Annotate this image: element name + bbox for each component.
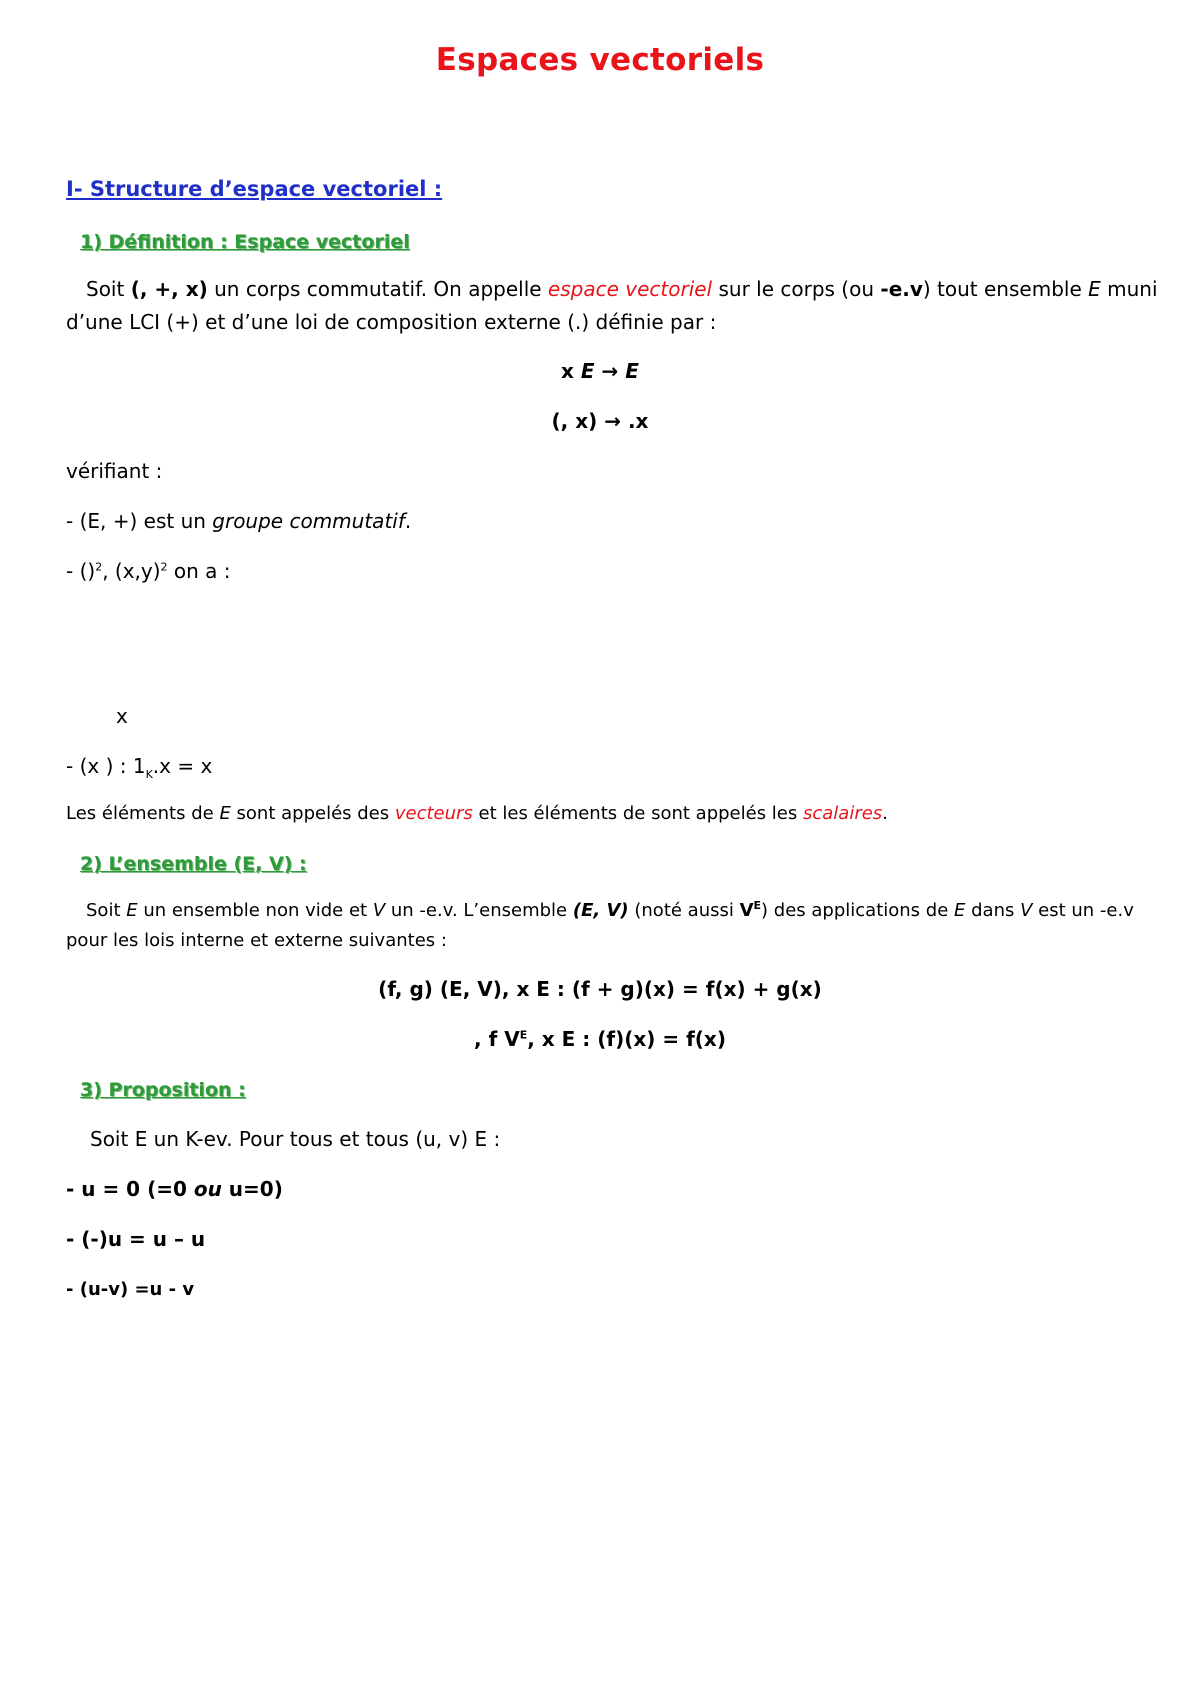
- axiom-fragment-x: x: [116, 704, 128, 728]
- axiom-group: - (E, +) est un groupe commutatif.: [66, 509, 412, 533]
- set-paragraph-line2: pour les lois interne et externe suivantes :: [66, 930, 447, 951]
- external-law-formula: , f $V^E$, x E : (f)(x) = f(x): [474, 1027, 726, 1051]
- external-law-signature: x E → E: [561, 359, 639, 383]
- internal-law-formula: (f, g) (E, V), x E : (f + g)(x) = f(x) + g(x): [378, 977, 822, 1001]
- subsection-heading-proposition: 3) Proposition :: [80, 1079, 246, 1101]
- external-law-mapping: (, x) → .x: [551, 409, 649, 433]
- definition-paragraph-line1: Soit (, +, x) un corps commutatif. On appelle espace vectoriel sur le corps (ou -e.v) tout ensemble E muni: [86, 277, 1158, 301]
- subsection-heading-definition: 1) Définition : Espace vectoriel: [80, 231, 410, 253]
- proposition-rule-2: - (-)u = u – u: [66, 1227, 206, 1251]
- vectors-scalars-paragraph: Les éléments de E sont appelés des vecteurs et les éléments de sont appelés les scalaires.: [66, 803, 888, 824]
- section-heading-structure: I- Structure d’espace vectoriel :: [66, 177, 443, 201]
- document-title: Espaces vectoriels: [435, 42, 765, 78]
- proposition-intro: Soit E un K-ev. Pour tous et tous (u, v) E :: [90, 1127, 501, 1151]
- axiom-unit: - (x ) : $1_K.x = x$: [66, 754, 213, 781]
- verifying-label: vérifiant :: [66, 459, 163, 483]
- set-paragraph-line1: Soit E un ensemble non vide et V un -e.v. L’ensemble (E, V) (noté aussi $V^E$) des applications de E dans V est un -e.v: [86, 899, 1134, 921]
- proposition-rule-3: - (u-v) =u - v: [66, 1279, 195, 1300]
- subsection-heading-set: 2) L’ensemble (E, V) :: [80, 853, 307, 875]
- axiom-quantifiers: - ()$^2$, $(x,y)^2$ on a :: [66, 559, 231, 583]
- definition-paragraph-line2: d’une LCI (+) et d’une loi de composition externe (.) définie par :: [66, 310, 717, 334]
- proposition-rule-1: - u = 0 (=0 ou u=0): [66, 1177, 283, 1201]
